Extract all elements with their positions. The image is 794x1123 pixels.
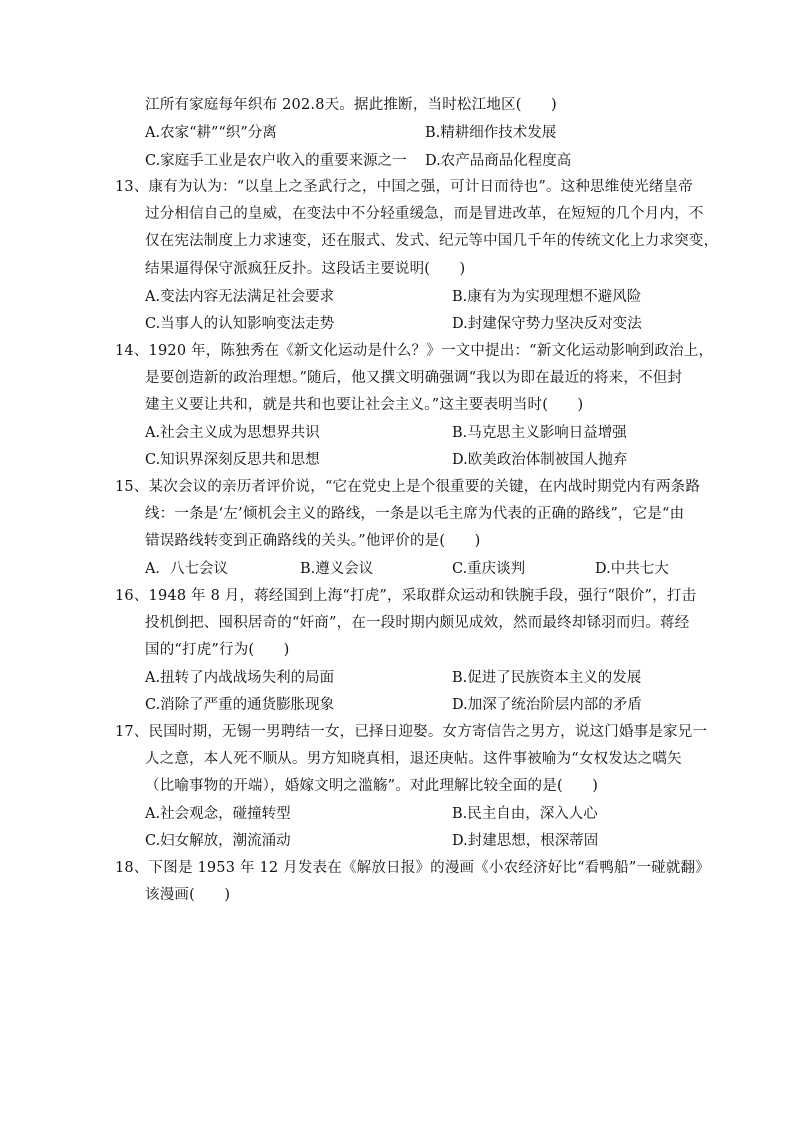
q17-option-d: D.封建思想，根深蒂固 <box>452 833 599 849</box>
q14-option-c: C.知识界深刻反思共和思想 <box>145 452 320 468</box>
q13-option-b: B.康有为为实现理想不避风险 <box>452 289 642 305</box>
q15-option-d: D.中共七大 <box>595 561 669 577</box>
q16-option-a: A.扭转了内战战场失利的局面 <box>145 670 335 686</box>
q15-stem-line-1: 15、某次会议的亲历者评价说，“它在党史上是个很重要的关键，在内战时期党内有两条路 <box>115 479 701 495</box>
q16-stem-line-1: 16、1948 年 8 月，蒋经国到上海“打虎”，采取群众运动和铁腕手段，强行“限价”，打击 <box>115 588 697 604</box>
q17-option-c: C.妇女解放，潮流涌动 <box>145 833 291 849</box>
q16-option-c: C.消除了严重的通货膨胀现象 <box>145 697 335 713</box>
q13-option-a: A.变法内容无法满足社会要求 <box>145 289 335 305</box>
q16-stem-line-2: 投机倒把、囤积居奇的“奸商”，在一段时期内颇见成效，然而最终却铩羽而归。蒋经 <box>145 615 690 631</box>
q15-stem-line-3: 错误路线转变到正确路线的关头。”他评价的是( ) <box>145 533 481 549</box>
q12-option-d: D.农产品商品化程度高 <box>425 153 572 169</box>
q16-option-d: D.加深了统治阶层内部的矛盾 <box>452 697 642 713</box>
q17-option-a: A.社会观念，碰撞转型 <box>145 806 291 822</box>
q14-stem-line-3: 建主义要让共和，就是共和也要让社会主义。”这主要表明当时( ) <box>145 397 584 413</box>
q13-stem-line-1: 13、康有为认为：“以皇上之圣武行之，中国之强，可计日而待也”。这种思维使光绪皇帝 <box>115 179 693 195</box>
q15-option-b: B.遵义会议 <box>300 561 374 577</box>
q13-stem-line-4: 结果逼得保守派疯狂反扑。这段话主要说明( ) <box>145 261 466 277</box>
q17-stem-line-1: 17、民国时期，无锡一男聘结一女，已择日迎娶。女方寄信告之男方，说这门婚事是家兄一 <box>115 724 708 740</box>
q13-stem-line-3: 仅在宪法制度上力求速变，还在服式、发式、纪元等中国几千年的传统文化上力求突变， <box>145 233 719 249</box>
q14-option-a: A.社会主义成为思想界共识 <box>145 425 320 441</box>
q12-option-c: C.家庭手工业是农户收入的重要来源之一 <box>145 153 407 169</box>
q18-stem-line-1: 18、下图是 1953 年 12 月发表在《解放日报》的漫画《小农经济好比“看鸭船”一碰就翻》 <box>115 860 710 876</box>
q15-option-c: C.重庆谈判 <box>452 561 526 577</box>
q13-option-c: C.当事人的认知影响变法走势 <box>145 316 335 332</box>
q12-option-a: A.农家“耕”“织”分离 <box>145 125 277 141</box>
q12-option-b: B.精耕细作技术发展 <box>425 125 557 141</box>
q12-stem-continuation: 江所有家庭每年织布 202.8天。据此推断，当时松江地区( ) <box>145 97 557 113</box>
q16-stem-line-3: 国的“打虎”行为( ) <box>145 642 290 658</box>
q14-option-b: B.马克思主义影响日益增强 <box>452 425 627 441</box>
q15-option-a: A．八七会议 <box>145 561 228 577</box>
q17-stem-line-3: （比喻事物的开端），婚嫁文明之滥觞”。对此理解比较全面的是( ) <box>145 778 599 794</box>
q14-stem-line-2: 是要创造新的政治理想。”随后，他又撰文明确强调“我以为即在最近的将来，不但封 <box>145 370 683 386</box>
q16-option-b: B.促进了民族资本主义的发展 <box>452 670 642 686</box>
q17-stem-line-2: 人之意，本人死不顺从。男方知晓真相，退还庚帖。这件事被喻为“女权发达之嚆矢 <box>145 751 682 767</box>
q13-option-d: D.封建保守势力坚决反对变法 <box>452 316 642 332</box>
q17-option-b: B.民主自由，深入人心 <box>452 806 598 822</box>
q13-stem-line-2: 过分相信自己的皇威，在变法中不分轻重缓急，而是冒进改革，在短短的几个月内，不 <box>145 206 704 222</box>
q14-stem-line-1: 14、1920 年，陈独秀在《新文化运动是什么？》一文中提出：“新文化运动影响到政治上， <box>115 343 714 359</box>
q14-option-d: D.欧美政治体制被国人抛弃 <box>452 452 628 468</box>
q18-stem-line-2: 该漫画( ) <box>145 887 231 903</box>
q15-stem-line-2: 线：一条是‘左’倾机会主义的路线，一条是以毛主席为代表的正确的路线”，它是“由 <box>145 506 685 522</box>
